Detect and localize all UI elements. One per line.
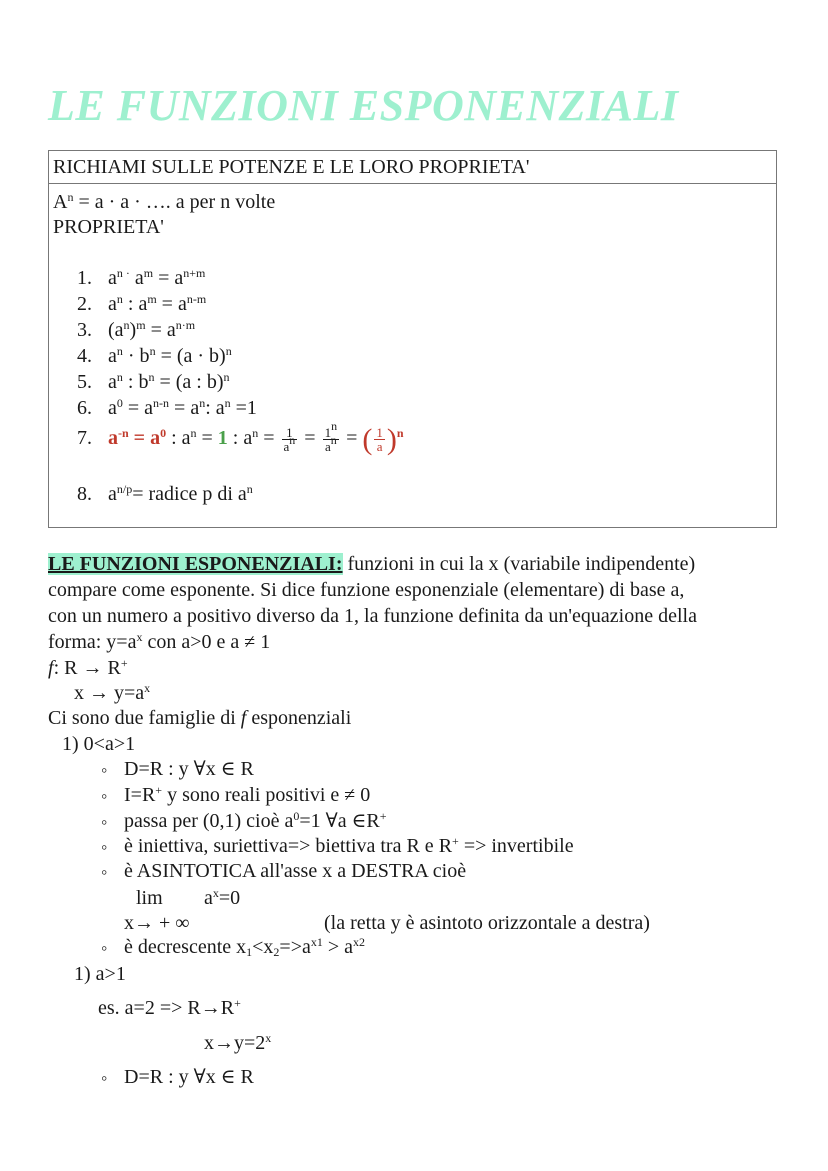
definition-line-3: con un numero a positivo diverso da 1, la funzione definita da un'equazione della (48, 605, 697, 627)
case2-domain: D=R : y ∀x ∈ R (124, 1066, 254, 1088)
properties-label: PROPRIETA' (53, 216, 164, 238)
powers-recap-box (48, 150, 777, 528)
case-2: 1) a>1 (74, 963, 126, 985)
map-line-1: f: R → R+ (48, 656, 128, 679)
bullet-icon: ◦ (101, 837, 108, 857)
bullet-icon: ◦ (101, 760, 108, 780)
properties-list (77, 266, 772, 508)
map-line-2: $x \to y=a^x$ (74, 681, 151, 704)
property-3: 3. $(a^n)^m = a^{n\cdot m}$ (77, 318, 196, 341)
definition-line-1: LE FUNZIONI ESPONENZIALI: funzioni in cui la x (variabile indipendente) (48, 553, 696, 575)
case1-asymptotic: è ASINTOTICA all'asse x a DESTRA cioè (124, 860, 467, 882)
case-1: 1) 0<a>1 (62, 733, 136, 755)
bullet-icon: ◦ (101, 862, 108, 882)
bullet-icon: ◦ (101, 786, 108, 806)
example-line-2: $x\to y=2^x$ (204, 1031, 272, 1054)
property-8: 8. $a^{n/p}=$ radice p di $a^n$ (77, 482, 253, 505)
case1-image: I=R+ y sono reali positivi e ≠ 0 (124, 783, 371, 806)
bullet-icon: ◦ (101, 1068, 108, 1088)
families-line: Ci sono due famiglie di f esponenziali (48, 707, 352, 729)
property-5: 5. $a^n$ : $b^n = (a$ : b)$^n$ (77, 370, 230, 393)
limit-expression: $a^x=0$ (204, 886, 241, 909)
case1-point: passa per (0,1) cioè $a^0=1$ ∀a ∈R+ (124, 809, 387, 832)
bullet-icon: ◦ (101, 812, 108, 832)
case1-domain: D=R : y ∀x ∈ R (124, 758, 254, 780)
definition-line-2: compare come esponente. Si dice funzione esponenziale (elementare) di base a, (48, 579, 685, 601)
power-definition: $A^n = a \cdot a$ · …. a per n volte (53, 190, 276, 213)
case1-bijective: è iniettiva, suriettiva=> biettiva tra R e R+ => invertibile (124, 834, 574, 857)
example-line-1: es. a=2 => R→R+ (98, 996, 241, 1019)
limit-under: x→ + ∞ (124, 912, 190, 934)
property-1: 1. $a^{n \cdot}$ $a^m = a^{n+m}$ (77, 266, 206, 289)
section-heading: LE FUNZIONI ESPONENZIALI: (48, 553, 343, 575)
limit-note: (la retta y è asintoto orizzontale a destra) (324, 912, 650, 934)
property-2: 2. $a^n$ : $a^m = a^{n-m}$ (77, 292, 207, 315)
page-title: LE FUNZIONI ESPONENZIALI (48, 81, 679, 130)
box-header: RICHIAMI SULLE POTENZE E LE LORO PROPRIETA' (49, 151, 776, 184)
property-7: 7. $a^{-n} = a^0$ : $a^n = 1$ : $a^n$ = $\frac{1}{a^n}$ = $\frac{1^n}{a^n}$ = ( $\frac{1}{a}$ )$^n$ (77, 419, 404, 456)
property-6: 6. $a^0 = a^{n-n} = a^n$: $a^n =1$ (77, 396, 257, 419)
property-4: 4. $a^n \cdot b^n = (a \cdot b)^n$ (77, 344, 232, 367)
limit-label: lim (136, 887, 163, 909)
case1-decreasing: è decrescente $x_1<x_2=>a^{x1} > a^{x2}$ (124, 935, 366, 959)
bullet-icon: ◦ (101, 938, 108, 958)
box-body (49, 184, 776, 514)
definition-line-4: forma: $y=a^x$ con a>0 e a ≠ 1 (48, 630, 271, 653)
